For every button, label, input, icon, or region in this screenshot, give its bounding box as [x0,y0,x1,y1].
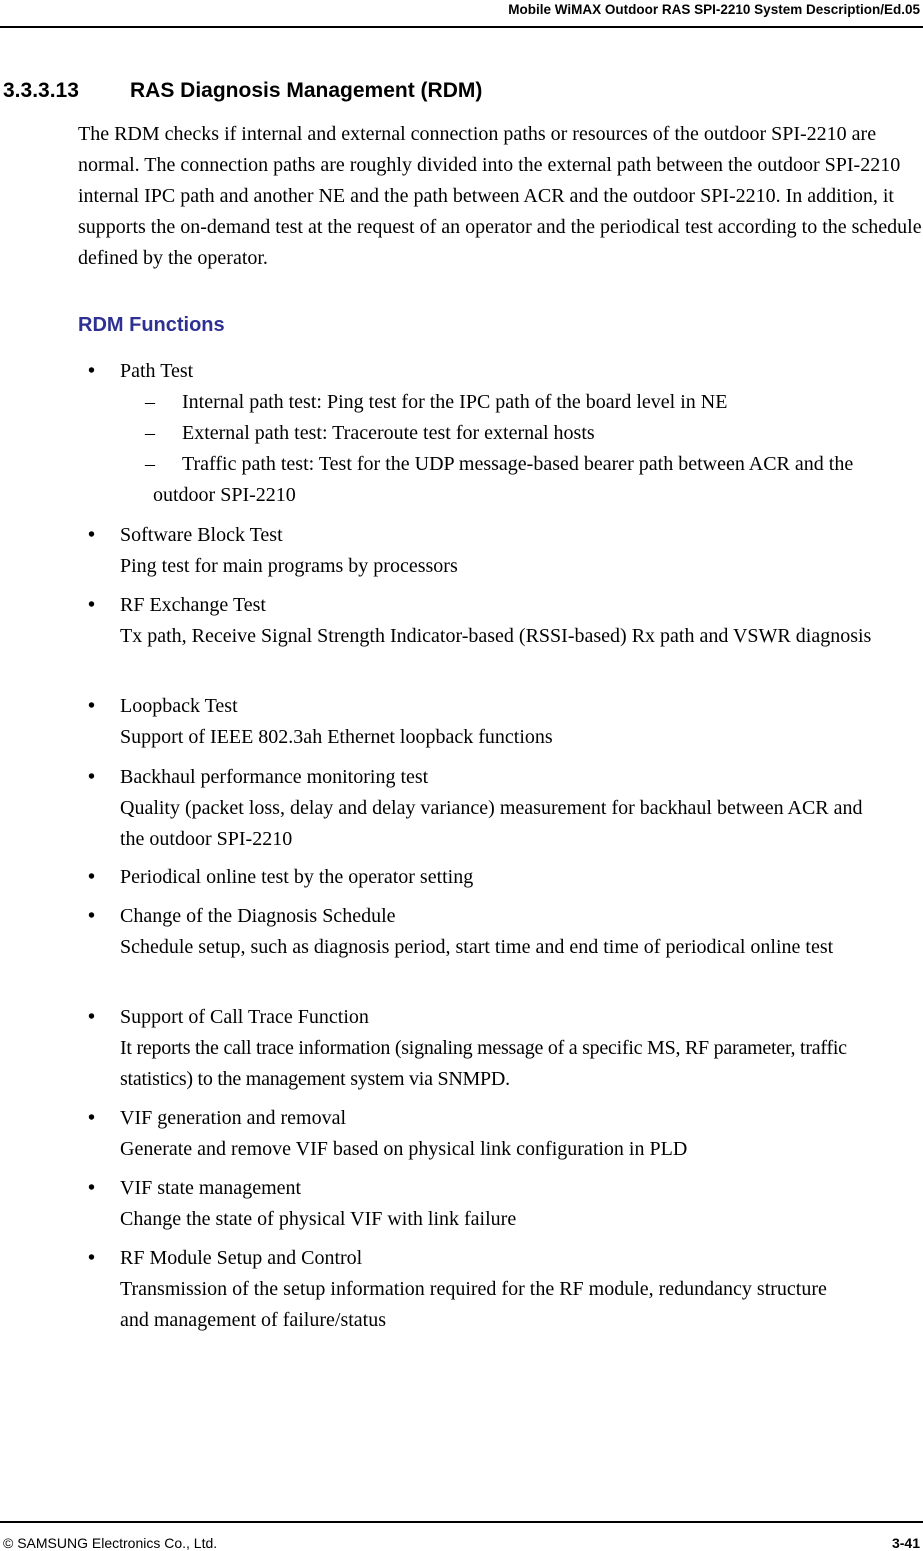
list-item-description: Generate and remove VIF based on physical link configuration in PLD [120,1138,688,1160]
bullet-icon: • [88,905,96,927]
list-item-title: Backhaul performance monitoring test [120,766,429,788]
bullet-icon: • [88,360,96,382]
list-item-description: Change the state of physical VIF with link failure [120,1208,517,1230]
bullet-icon: • [88,594,96,616]
page-number: 3-41 [891,1535,920,1551]
bullet-icon: • [88,866,96,888]
section-title: RAS Diagnosis Management (RDM) [130,79,483,102]
list-item-title: Loopback Test [120,695,238,717]
footer-copyright: © SAMSUNG Electronics Co., Ltd. [3,1535,218,1551]
bullet-icon: • [88,695,96,717]
intro-paragraph: The RDM checks if internal and external connection paths or resources of the outdoor SPI-2210 are normal. The connection paths are roughly divided into the external path between the outdoor SPI-2210 internal IPC path and another NE and the path between ACR and the outdoor SPI-2210. In addition, it supports the on-demand test at the request of an operator and the periodical test according to the schedule defined by the operator. [78,123,922,269]
bullet-icon: • [88,1107,96,1129]
footer-divider [0,1521,923,1523]
list-item-title: RF Exchange Test [120,594,266,616]
sub-item-text: Traffic path test: Test for the UDP message-based bearer path between ACR and the outdoor SPI-2210 [153,453,854,506]
bullet-icon: • [88,1006,96,1028]
list-item-description: Transmission of the setup information required for the RF module, redundancy structure and management of failure/status [120,1278,827,1331]
bullet-icon: • [88,766,96,788]
list-item-description: Schedule setup, such as diagnosis period, start time and end time of periodical online test [120,936,834,958]
header-divider [0,26,923,28]
list-item-title: Periodical online test by the operator setting [120,866,474,888]
list-item-description: Ping test for main programs by processors [120,555,458,577]
dash-icon: – [145,422,155,444]
bullet-icon: • [88,1177,96,1199]
bullet-icon: • [88,524,96,546]
dash-icon: – [145,453,155,475]
bullet-icon: • [88,1247,96,1269]
list-item-title: VIF generation and removal [120,1107,347,1129]
list-item-description: Support of IEEE 802.3ah Ethernet loopback functions [120,726,553,748]
sub-item-text: External path test: Traceroute test for external hosts [182,422,595,444]
list-item-description: Tx path, Receive Signal Strength Indicator-based (RSSI-based) Rx path and VSWR diagnosis [120,625,872,647]
list-item-title: Change of the Diagnosis Schedule [120,905,396,927]
list-item-description: It reports the call trace information (signaling message of a specific MS, RF parameter, traffic statistics) to the management system via SNMPD. [120,1037,847,1090]
rdm-functions-heading: RDM Functions [78,314,225,336]
section-heading [3,79,482,103]
section-number: 3.3.3.13 [3,79,79,102]
dash-icon: – [145,391,155,413]
list-item-title: VIF state management [120,1177,302,1199]
list-item-title: Support of Call Trace Function [120,1006,369,1028]
list-item-title: Software Block Test [120,524,283,546]
list-item-description: Quality (packet loss, delay and delay variance) measurement for backhaul between ACR and the outdoor SPI-2210 [120,797,863,850]
list-item-title: Path Test [120,360,194,382]
list-item-title: RF Module Setup and Control [120,1247,363,1269]
page-header-title: Mobile WiMAX Outdoor RAS SPI-2210 System Description/Ed.05 [508,2,920,17]
sub-item-text: Internal path test: Ping test for the IPC path of the board level in NE [182,391,728,413]
